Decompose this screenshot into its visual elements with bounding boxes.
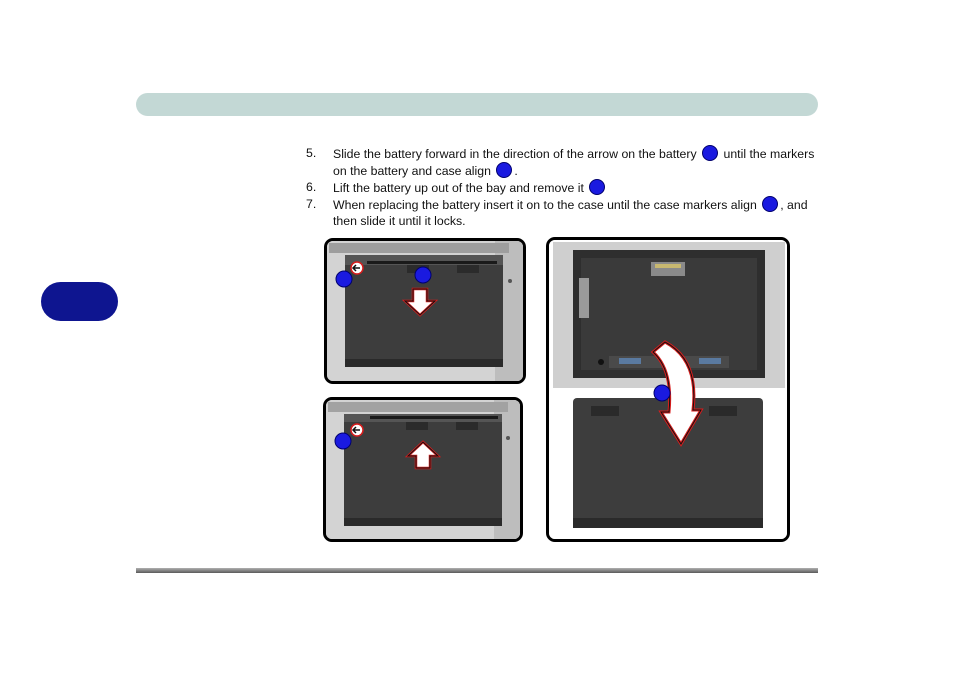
step-text: . — [514, 164, 518, 178]
callout-marker-icon — [335, 433, 351, 449]
step-text: Slide the battery forward in the direction of the arrow on the battery — [333, 147, 697, 161]
callout-marker-icon — [589, 179, 605, 195]
callout-marker-icon — [496, 162, 512, 178]
step-6 — [306, 179, 826, 196]
header-bar — [136, 93, 818, 116]
step-number: 5. — [306, 146, 317, 160]
photo-battery-slide — [324, 238, 526, 384]
alignment-marker-icon — [351, 424, 363, 436]
step-number: 6. — [306, 180, 317, 194]
step-text: , and then slide it until it locks. — [333, 198, 808, 228]
photo-battery-remove — [546, 237, 790, 542]
step-text: When replacing the battery insert it on to the case until the case markers align — [333, 198, 757, 212]
chapter-tab — [41, 282, 118, 321]
step-number: 7. — [306, 197, 317, 211]
photo-battery-replace — [323, 397, 523, 542]
step-7 — [306, 196, 826, 229]
callout-marker-icon — [654, 385, 670, 401]
callout-marker-icon — [702, 145, 718, 161]
callout-marker-icon — [415, 267, 431, 283]
photo-battery-slide-image — [327, 241, 523, 381]
photo-battery-replace-image — [326, 400, 520, 539]
instruction-steps — [306, 145, 826, 229]
step-5 — [306, 145, 826, 179]
alignment-marker-icon — [351, 262, 363, 274]
footer-rule — [136, 568, 818, 573]
step-text: Lift the battery up out of the bay and remove it — [333, 181, 584, 195]
photo-battery-remove-image — [549, 240, 787, 539]
callout-marker-icon — [336, 271, 352, 287]
step-text: until the markers on the battery and case align — [333, 147, 815, 178]
callout-marker-icon — [762, 196, 778, 212]
